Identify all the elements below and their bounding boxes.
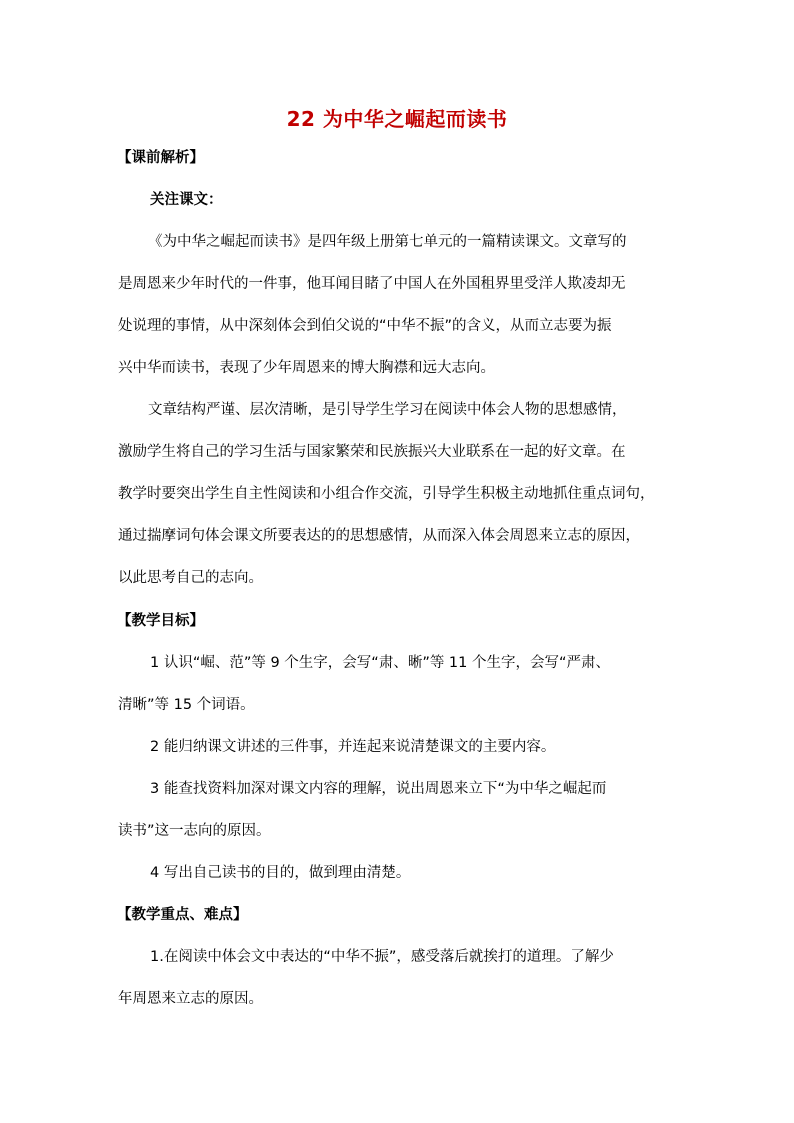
paragraph-line: 兴中华而读书，表现了少年周恩来的博大胸襟和远大志向。 (118, 360, 495, 376)
paragraph-line: 教学时要突出学生自主性阅读和小组合作交流，引导学生积极主动地抓住重点词句， (118, 486, 655, 502)
section-heading-pre-analysis: 【课前解析】 (117, 150, 204, 166)
goal-item-line: 2 能归纳课文讲述的三件事，并连起来说清楚课文的主要内容。 (150, 739, 556, 755)
paragraph-line: 是周恩来少年时代的一件事，他耳闻目睹了中国人在外国租界里受洋人欺凌却无 (118, 276, 626, 292)
goal-item-line: 4 写出自己读书的目的，做到理由清楚。 (150, 865, 411, 881)
paragraph-line: 文章结构严谨、层次清晰，是引导学生学习在阅读中体会人物的思想感情， (148, 402, 627, 418)
section-heading-goals: 【教学目标】 (117, 613, 204, 629)
goal-item-line: 1 认识“崛、范”等 9 个生字，会写“肃、晰”等 11 个生字，会写“严肃、 (150, 655, 611, 671)
subheading-focus-text: 关注课文： (150, 192, 223, 208)
paragraph-line: 以此思考自己的志向。 (118, 570, 263, 586)
goal-item-line: 读书”这一志向的原因。 (118, 823, 271, 839)
paragraph-line: 《为中华之崛起而读书》是四年级上册第七单元的一篇精读课文。文章写的 (148, 234, 627, 250)
goal-item-line: 清晰”等 15 个词语。 (118, 697, 255, 713)
key-point-line: 年周恩来立志的原因。 (118, 991, 263, 1007)
paragraph-line: 激励学生将自己的学习生活与国家繁荣和民族振兴大业联系在一起的好文章。在 (118, 444, 626, 460)
key-point-line: 1.在阅读中体会文中表达的“中华不振”，感受落后就挨打的道理。了解少 (150, 949, 614, 965)
page-title: 22 为中华之崛起而读书 (286, 107, 508, 131)
section-heading-key-points: 【教学重点、难点】 (117, 907, 248, 923)
paragraph-line: 通过揣摩词句体会课文所要表达的的思想感情，从而深入体会周恩来立志的原因， (118, 528, 640, 544)
goal-item-line: 3 能查找资料加深对课文内容的理解，说出周恩来立下“为中华之崛起而 (150, 781, 607, 797)
paragraph-line: 处说理的事情，从中深刻体会到伯父说的“中华不振”的含义，从而立志要为振 (118, 318, 612, 334)
